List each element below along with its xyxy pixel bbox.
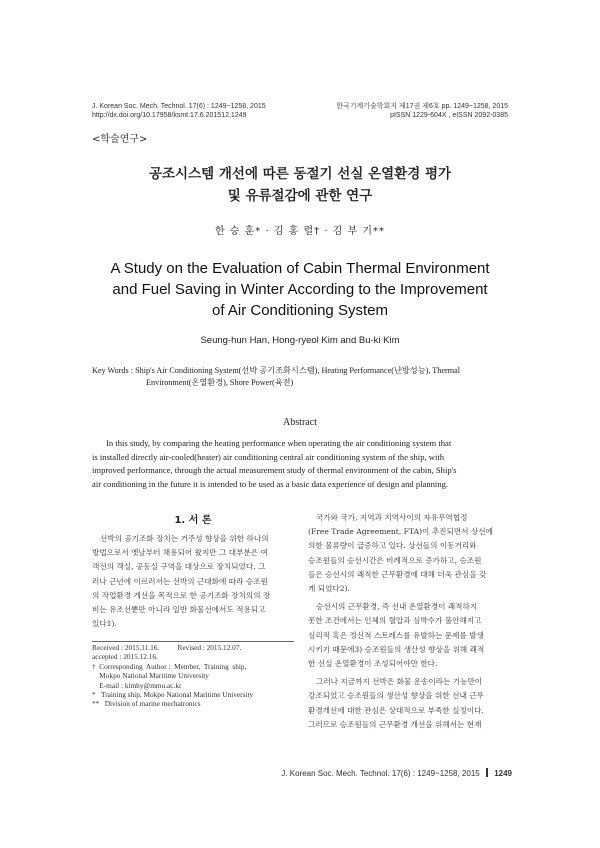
corresponding-author: † Corresponding Author : Member, Training ship, [92, 661, 247, 671]
abstract-heading: Abstract [283, 417, 317, 428]
body-line: 비는 유조선뿐만 아니라 일반 화물선에서도 적용되고 [92, 605, 266, 615]
abstract-line: is installed directly air-cooled(heater) air conditioning central air conditioning system of the ship, with [92, 451, 445, 462]
body-line: 승조원들의 승선시간은 비례적으로 증가하고, 승조원 [308, 555, 482, 565]
body-line: 국가와 국가, 지역과 지역사이의 자유무역협정 [316, 513, 468, 522]
section-heading-introduction: 1. 서 론 [174, 515, 212, 526]
body-line: (Free Trade Agreement, FTA)이 추진되면서 상선에 [308, 527, 493, 537]
page-title-english [60, 258, 540, 321]
abstract-line: air conditioning in the future it is intended to be used as a basic data experience of design and planning. [92, 478, 449, 489]
body-line: 있다1). [92, 619, 117, 629]
footer-citation: J. Korean Soc. Mech. Technol. 17(6) : 1249~1258, 2015 [281, 769, 480, 778]
authors-english: Seung-hun Han, Hong-ryeol Kim and Bu-ki Kim [200, 335, 400, 346]
body-line: 선박의 공기조화 장치는 거주성 향상을 위한 하나의 [100, 534, 269, 543]
title-korean-line-2: 및 유류절감에 관한 연구 [227, 188, 373, 204]
body-line: 그러나 지금까지 선박은 화물 운송이라는 기능만이 [316, 677, 483, 687]
title-english-line-2: and Fuel Saving in Winter According to the Improvement [112, 281, 488, 298]
title-korean-line-1: 공조시스템 개선에 따른 동절기 선실 온열환경 평가 [148, 166, 452, 182]
body-line: 강조되었고 승조원들의 생산성 향상을 위한 선내 근무 [308, 691, 484, 701]
footnote-author-2: ** Division of marine mechatronics [92, 699, 201, 709]
journal-citation: J. Korean Soc. Mech. Technol. 17(6) : 1249~1258, 2015 [92, 103, 266, 110]
footer-separator [486, 768, 488, 777]
title-english-line-3: of Air Conditioning System [212, 302, 388, 319]
body-line: 객선의 객실, 공동실 구역을 대상으로 장치되었다. 그 [92, 562, 266, 572]
accepted-date: accepted : 2015.12.16. [92, 652, 158, 662]
keywords-line-1: Key Words : Ship's Air Conditioning System(선박 공기조화시스템), Heating Performance(난방성능), Thermal [92, 366, 461, 375]
page-title-korean [60, 163, 540, 207]
doi-link[interactable]: http://dx.doi.org/10.17958/ksmt.17.6.201512.1249 [92, 112, 247, 119]
abstract-line: In this study, by comparing the heating performance when operating the air conditioning system that [106, 438, 452, 448]
body-line: 심리적 혹은 정신적 스트레스를 유발하는 문제를 발생 [308, 630, 484, 640]
body-line: 승선시의 근무환경, 즉 선내 온열환경이 쾌적하지 [316, 602, 478, 612]
body-line: 그러므로 승조원들의 근무환경 개선을 위해서는 현재 [308, 719, 482, 729]
issn: pISSN 1229-604X , eISSN 2092-0385 [390, 112, 508, 119]
body-line: 게 되었다2). [308, 584, 350, 594]
authors-korean: 한 승 훈* · 김 홍 렬† · 김 부 기** [214, 226, 386, 237]
left-column-paragraph [92, 532, 294, 631]
body-line: 못한 조건에서는 인체의 혈압과 심박수가 불안해지고 [308, 616, 482, 626]
body-line: 의한 물류량이 급증하고 있다. 상선들의 이동거리와 [308, 541, 477, 551]
abstract-line: improved performance, through the actual measurement study of thermal environment of the cabin, Ship's [92, 465, 457, 476]
body-line: 러나 근년에 이르러서는 선박의 근대화에 따라 승조원 [92, 576, 268, 586]
footnote-author-1: * Training ship, Mokpo National Maritime University [92, 690, 254, 700]
body-line: 시키기 때문에3) 승조원들의 생산성 향상을 위해 쾌적 [308, 644, 485, 654]
page-footer [250, 768, 512, 778]
body-line: 방법으로서 옛날부터 채용되어 왔지만 그 대부분은 여 [92, 548, 268, 558]
body-line: 들은 승선시의 쾌적한 근무환경에 대해 더욱 관심을 갖 [308, 569, 487, 579]
abstract-body [92, 437, 510, 491]
corresponding-email[interactable]: E-mail : kimhy@mmu.ac.kr [92, 680, 182, 690]
corresponding-affiliation: Mokpo National Maritime University [92, 671, 209, 681]
body-line: 의 작업환경 개선을 목적으로 한 공기조화 장치의의 장 [92, 590, 271, 600]
title-english-line-1: A Study on the Evaluation of Cabin Thermal Environment [110, 260, 490, 277]
footnotes [92, 643, 302, 709]
section-tag: <학술연구> [92, 134, 148, 145]
body-line: 한 선실 온열환경이 조성되어야만 한다. [308, 659, 438, 669]
received-dates: Received : 2015.11.16. Revised : 2015.12.07. [92, 643, 242, 652]
right-column [308, 511, 510, 732]
keywords [92, 365, 522, 389]
page-number: 1249 [494, 769, 512, 778]
running-header-right [290, 102, 508, 120]
footnote-divider [92, 641, 294, 642]
journal-citation-korean: 한국기계기술학회지 제17권 제6호 pp. 1249~1258, 2015 [336, 103, 508, 110]
keywords-line-2: Environment(온열환경), Shore Power(육전) [146, 378, 294, 387]
body-line: 환경개선에 대한 관심은 상대적으로 부족한 실정이다. [308, 705, 484, 715]
